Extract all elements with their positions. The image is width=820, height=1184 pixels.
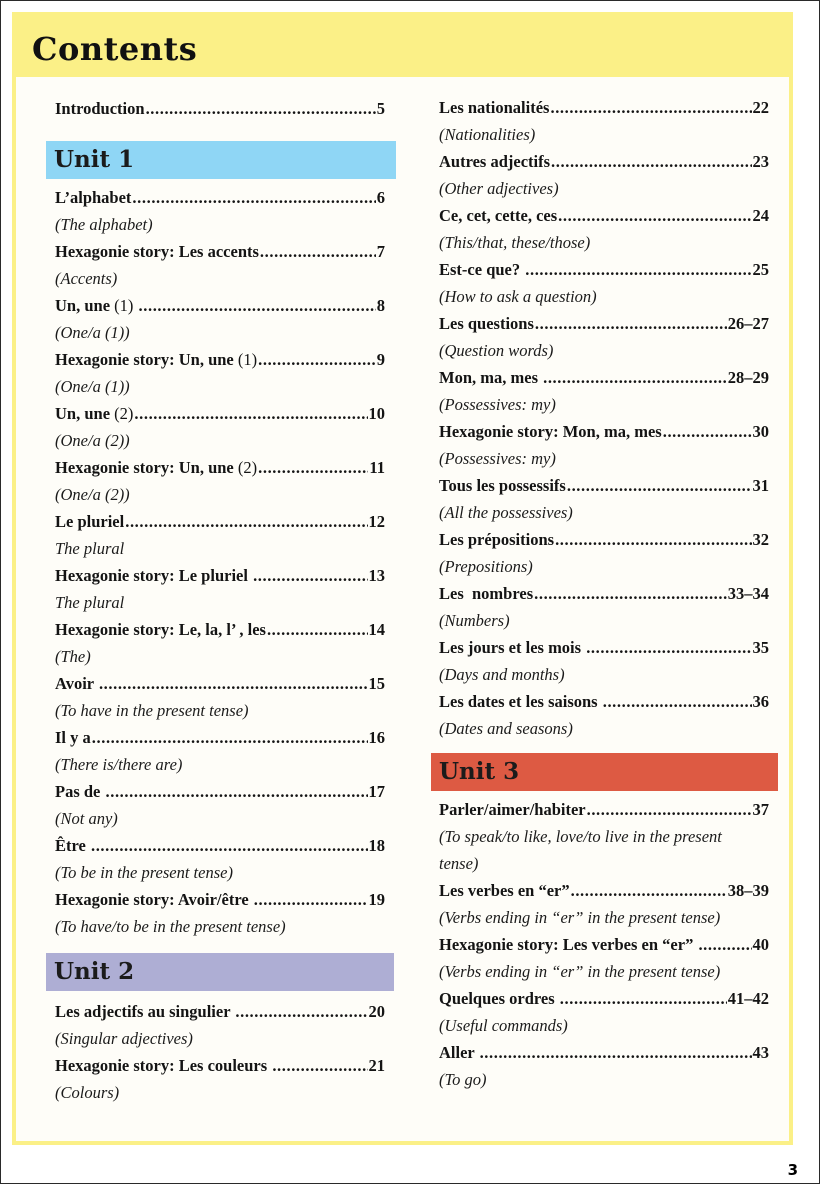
dot-leader	[106, 778, 368, 805]
toc-entry[interactable]	[55, 184, 385, 234]
toc-entry-title: Hexagonie story: Les couleurs	[55, 1056, 272, 1075]
dot-leader	[146, 95, 376, 122]
toc-entry[interactable]	[55, 292, 385, 342]
toc-entry-page: 32	[752, 530, 769, 549]
dot-leader	[535, 310, 727, 337]
toc-entry-page: 43	[752, 1043, 769, 1062]
toc-entry-label	[439, 985, 559, 1012]
toc-entry-title: Un, une	[55, 404, 111, 423]
toc-entry[interactable]	[439, 94, 769, 144]
toc-entry-translation: (To have/to be in the present tense)	[55, 917, 286, 936]
toc-entry-page: 10	[368, 404, 385, 423]
toc-entry[interactable]	[439, 580, 769, 630]
toc-entry-page: 33–34	[727, 584, 769, 603]
toc-entry-title: Un, une	[55, 296, 111, 315]
toc-entry-translation: (One/a (1))	[55, 377, 130, 396]
toc-entry-title: Parler/aimer/habiter	[439, 800, 586, 819]
dot-leader	[550, 94, 751, 121]
toc-entry-label	[55, 724, 91, 751]
toc-entry-label	[55, 454, 257, 481]
toc-entry-title: Il y a	[55, 728, 91, 747]
toc-entry-page: 25	[752, 260, 769, 279]
toc-entry-label	[55, 998, 234, 1025]
toc-entry-page: 40	[752, 935, 769, 954]
toc-entry-title: Les adjectifs au singulier	[55, 1002, 235, 1021]
toc-entry-label	[55, 778, 105, 805]
toc-entry-translation: (To speak/to like, love/to live in the present tense)	[439, 827, 722, 873]
toc-entry-title: Les jours et les mois	[439, 638, 586, 657]
toc-entry[interactable]	[55, 454, 385, 504]
toc-entry-label-number: (1)	[110, 296, 138, 315]
dot-leader	[258, 346, 376, 373]
dot-leader	[272, 1052, 367, 1079]
dot-leader	[567, 472, 752, 499]
unit-2-heading: Unit 2	[46, 953, 394, 991]
toc-entry-page: 28–29	[727, 368, 769, 387]
toc-entry[interactable]	[55, 670, 385, 720]
toc-entry-label	[439, 526, 554, 553]
toc-entry-page: 19	[368, 890, 385, 909]
toc-entry-translation: (Dates and seasons)	[439, 719, 573, 738]
dot-leader	[254, 886, 368, 913]
toc-entry-translation: The plural	[55, 593, 125, 612]
dot-leader	[267, 616, 368, 643]
toc-entry-page: 38–39	[727, 881, 769, 900]
toc-entry-page: 13	[368, 566, 385, 585]
toc-entry-title: Quelques ordres	[439, 989, 559, 1008]
toc-entry[interactable]	[55, 998, 385, 1048]
toc-entry-label	[439, 634, 585, 661]
dot-leader	[571, 877, 727, 904]
toc-entry-translation: (Possessives: my)	[439, 395, 556, 414]
toc-entry-page: 9	[376, 350, 385, 369]
toc-entry-label-number: (2)	[110, 404, 134, 423]
dot-leader	[543, 364, 727, 391]
toc-entry-page: 11	[369, 458, 385, 477]
toc-entry[interactable]	[439, 418, 769, 468]
dot-leader	[698, 931, 751, 958]
toc-entry-title: Le pluriel	[55, 512, 125, 531]
toc-entry-page: 5	[376, 99, 385, 118]
dot-leader	[132, 184, 375, 211]
toc-entry-translation: (Accents)	[55, 269, 118, 288]
toc-entry-label	[55, 346, 257, 373]
toc-entry[interactable]	[439, 364, 769, 414]
dot-leader	[139, 292, 376, 319]
toc-entry[interactable]	[439, 202, 769, 252]
toc-entry-label	[55, 1052, 271, 1079]
toc-entry-title: Hexagonie story: Le, la, l’ , les	[55, 620, 266, 639]
toc-entry-page: 17	[368, 782, 385, 801]
toc-entry-page: 23	[752, 152, 769, 171]
toc-entry-label	[439, 418, 662, 445]
toc-entry-page: 35	[752, 638, 769, 657]
toc-entry-title: Avoir	[55, 674, 98, 693]
toc-entry-translation: (Not any)	[55, 809, 118, 828]
toc-entry-label	[55, 508, 124, 535]
toc-entry-label: Introduction	[55, 99, 145, 118]
toc-entry-title: Hexagonie story: Le pluriel	[55, 566, 253, 585]
toc-entry[interactable]	[55, 508, 385, 558]
toc-entry-translation: (There is/there are)	[55, 755, 183, 774]
toc-entry-title: Aller	[439, 1043, 479, 1062]
toc-entry-page: 7	[376, 242, 385, 261]
toc-entry-label	[439, 877, 570, 904]
toc-entry-page: 14	[368, 620, 385, 639]
toc-entry-translation: The plural	[55, 539, 125, 558]
toc-entry-title: Pas de	[55, 782, 105, 801]
toc-entry-label	[439, 256, 524, 283]
toc-entry-title: Hexagonie story: Les verbes en “er”	[439, 935, 698, 954]
toc-entry-label	[439, 202, 557, 229]
toc-entry-label	[55, 886, 253, 913]
dot-leader	[525, 256, 751, 283]
dot-leader	[260, 238, 376, 265]
toc-entry[interactable]	[55, 724, 385, 774]
toc-entry[interactable]	[439, 634, 769, 684]
toc-entry-label	[439, 364, 542, 391]
toc-entry-label	[55, 292, 138, 319]
dot-leader	[92, 724, 368, 751]
toc-entry-label	[439, 94, 549, 121]
toc-entry-title: Les prépositions	[439, 530, 555, 549]
toc-entry-introduction[interactable]	[55, 95, 385, 122]
toc-entry-page: 16	[368, 728, 385, 747]
dot-leader	[663, 418, 752, 445]
toc-entry-translation: (Verbs ending in “er” in the present tense)	[439, 908, 721, 927]
toc-entry-label	[439, 796, 586, 823]
dot-leader	[235, 998, 367, 1025]
toc-entry-page: 20	[368, 1002, 385, 1021]
toc-entry[interactable]	[55, 886, 385, 936]
dot-leader	[560, 985, 727, 1012]
toc-entry-label	[439, 931, 697, 958]
toc-entry[interactable]	[439, 148, 769, 198]
toc-entry-page: 31	[752, 476, 769, 495]
toc-entry-label-number: (1)	[233, 350, 258, 369]
toc-entry-title: Hexagonie story: Avoir/être	[55, 890, 253, 909]
toc-entry[interactable]	[55, 1052, 385, 1102]
toc-entry-translation: (All the possessives)	[439, 503, 573, 522]
toc-entry-title: Hexagonie story: Un, une	[55, 458, 234, 477]
dot-leader	[125, 508, 367, 535]
toc-entry[interactable]	[439, 526, 769, 576]
toc-entry-translation: (The alphabet)	[55, 215, 153, 234]
toc-entry-title: Les questions	[439, 314, 534, 333]
toc-entry[interactable]	[55, 616, 385, 666]
toc-entry-label	[439, 580, 533, 607]
toc-entry-page: 41–42	[727, 989, 769, 1008]
toc-entry-translation: (One/a (2))	[55, 431, 130, 450]
toc-entry-title: Les dates et les saisons	[439, 692, 602, 711]
toc-entry-page: 8	[376, 296, 385, 315]
toc-entry-translation: (Useful commands)	[439, 1016, 568, 1035]
toc-entry-label	[55, 184, 131, 211]
toc-entry-page: 6	[376, 188, 385, 207]
toc-entry-translation: (Colours)	[55, 1083, 120, 1102]
toc-entry[interactable]	[439, 688, 769, 738]
toc-entry[interactable]	[55, 400, 385, 450]
toc-entry-page: 22	[752, 98, 769, 117]
toc-entry-label	[55, 616, 266, 643]
dot-leader	[91, 832, 368, 859]
toc-entry-page: 24	[752, 206, 769, 225]
toc-entry-label	[55, 832, 90, 859]
toc-entry-title: Être	[55, 836, 90, 855]
toc-entry-title: Tous les possessifs	[439, 476, 566, 495]
toc-entry-translation: (Possessives: my)	[439, 449, 556, 468]
toc-entry-translation: (This/that, these/those)	[439, 233, 591, 252]
unit-1-heading: Unit 1	[46, 141, 396, 179]
toc-entry-translation: (Singular adjectives)	[55, 1029, 193, 1048]
toc-entry[interactable]	[55, 562, 385, 612]
dot-leader	[480, 1039, 752, 1066]
toc-entry-label-number: (2)	[233, 458, 258, 477]
toc-entry-page: 26–27	[727, 314, 769, 333]
toc-entry-title: Autres adjectifs	[439, 152, 551, 171]
unit-3-heading: Unit 3	[431, 753, 778, 791]
toc-entry[interactable]	[55, 346, 385, 396]
toc-entry-page: 18	[368, 836, 385, 855]
toc-entry-label	[439, 688, 602, 715]
toc-entry-translation: (Verbs ending in “er” in the present tense)	[439, 962, 721, 981]
toc-entry-translation: (Days and months)	[439, 665, 565, 684]
toc-entry[interactable]	[439, 931, 769, 981]
dot-leader	[558, 202, 751, 229]
dot-leader	[587, 796, 752, 823]
toc-entry-title: Les nationalités	[439, 98, 550, 117]
toc-entry[interactable]	[55, 238, 385, 288]
toc-entry[interactable]	[439, 310, 769, 360]
toc-entry-title: Les nombres	[439, 584, 534, 603]
toc-entry-title: Est-ce que?	[439, 260, 525, 279]
toc-entry-page: 21	[368, 1056, 385, 1075]
toc-entry-title: Hexagonie story: Les accents	[55, 242, 259, 261]
toc-entry-translation: (One/a (1))	[55, 323, 130, 342]
dot-leader	[99, 670, 368, 697]
toc-entry-title: Les verbes en “er”	[439, 881, 570, 900]
toc-entry-label	[55, 238, 259, 265]
toc-entry-translation: (One/a (2))	[55, 485, 130, 504]
toc-entry[interactable]	[55, 832, 385, 882]
toc-entry[interactable]	[439, 256, 769, 306]
toc-entry-label	[55, 400, 133, 427]
toc-entry-translation: (The)	[55, 647, 91, 666]
toc-entry-title: Hexagonie story: Mon, ma, mes	[439, 422, 662, 441]
page-number: 3	[787, 1161, 798, 1179]
dot-leader	[551, 148, 751, 175]
toc-entry-translation: (To be in the present tense)	[55, 863, 233, 882]
page-title: Contents	[32, 30, 198, 68]
toc-entry[interactable]	[439, 472, 769, 522]
toc-entry-label	[55, 562, 252, 589]
dot-leader	[134, 400, 367, 427]
toc-entry-label	[55, 670, 98, 697]
toc-entry-translation: (To go)	[439, 1070, 487, 1089]
toc-entry[interactable]	[439, 796, 769, 873]
toc-entry[interactable]	[439, 1039, 769, 1089]
toc-entry-translation: (Prepositions)	[439, 557, 533, 576]
dot-leader	[603, 688, 752, 715]
toc-entry-title: Hexagonie story: Un, une	[55, 350, 234, 369]
toc-entry-label	[439, 472, 566, 499]
toc-entry-label	[439, 310, 534, 337]
toc-entry-label	[439, 1039, 479, 1066]
toc-entry[interactable]	[55, 778, 385, 828]
dot-leader	[586, 634, 751, 661]
toc-entry-title: Ce, cet, cette, ces	[439, 206, 558, 225]
dot-leader	[253, 562, 367, 589]
dot-leader	[534, 580, 727, 607]
toc-entry-translation: (Other adjectives)	[439, 179, 559, 198]
dot-leader	[258, 454, 368, 481]
toc-entry-title: Mon, ma, mes	[439, 368, 543, 387]
toc-entry-title: L’alphabet	[55, 188, 132, 207]
toc-entry-page: 15	[368, 674, 385, 693]
toc-entry-page: 37	[752, 800, 769, 819]
toc-entry-label	[439, 148, 550, 175]
toc-entry-translation: (How to ask a question)	[439, 287, 597, 306]
toc-entry-page: 36	[752, 692, 769, 711]
toc-entry[interactable]	[439, 877, 769, 927]
toc-entry-translation: (Numbers)	[439, 611, 510, 630]
toc-entry-translation: (Nationalities)	[439, 125, 536, 144]
toc-entry-translation: (To have in the present tense)	[55, 701, 249, 720]
toc-entry[interactable]	[439, 985, 769, 1035]
dot-leader	[555, 526, 751, 553]
toc-entry-page: 12	[368, 512, 385, 531]
toc-entry-translation: (Question words)	[439, 341, 554, 360]
toc-entry-page: 30	[752, 422, 769, 441]
